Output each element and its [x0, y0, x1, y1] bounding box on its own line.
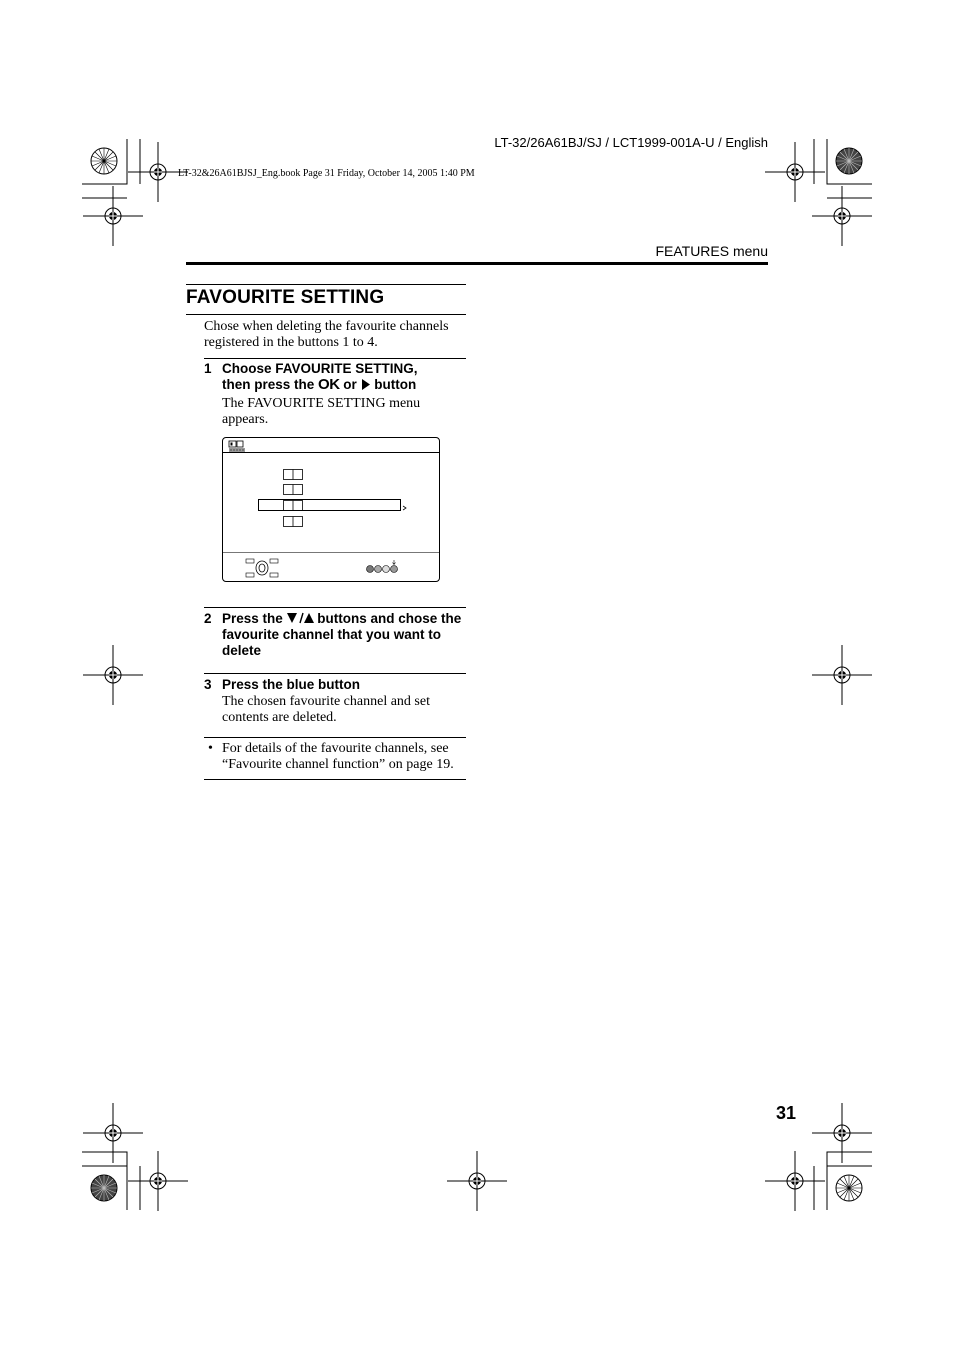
step-2-heading-text-b: buttons and chose the favourite channel that you want to delete [222, 611, 462, 658]
step-3-body: The chosen favourite channel and set contents are deleted. [222, 694, 430, 725]
down-up-arrows-icon [287, 612, 314, 624]
title-top-rule [186, 284, 466, 285]
features-menu-icon [228, 440, 246, 452]
step-3-number: 3 [204, 677, 212, 692]
model-line: LT-32/26A61BJ/SJ / LCT1999-001A-U / English [494, 135, 768, 150]
intro-text: Chose when deleting the favourite channels registered in the buttons 1 to 4. [204, 319, 449, 350]
right-arrow-icon [361, 379, 371, 390]
page-number: 31 [775, 1103, 796, 1123]
step-2-heading [222, 611, 466, 659]
book-info-line: LT-32&26A61BJSJ_Eng.book Page 31 Friday, October 14, 2005 1:40 PM [178, 168, 475, 179]
step-1-heading-line2 [222, 377, 466, 393]
small-arrow-icon [402, 505, 408, 511]
step-1-body: The FAVOURITE SETTING menu appears. [222, 396, 421, 427]
step-1-heading-line1: Choose FAVOURITE SETTING, [222, 361, 418, 376]
step-2-number: 2 [204, 611, 212, 626]
note-body: For details of the favourite channels, see “Favourite channel function” on page 19. [222, 741, 454, 772]
menu-header-divider [223, 452, 439, 453]
favourite-slot-2-icon [283, 484, 303, 495]
menu-footer-divider [223, 552, 439, 553]
favourite-slot-4-icon [283, 516, 303, 527]
title-bottom-rule [186, 314, 466, 315]
step2-rule [204, 607, 466, 608]
step3-rule [204, 673, 466, 674]
ok-button-icon: OK [318, 376, 340, 393]
navigation-pad-icon [245, 557, 279, 579]
note-top-rule [204, 737, 466, 738]
note-bullet: • [208, 741, 213, 756]
note-bottom-rule [204, 779, 466, 780]
step-3-heading: Press the blue button [222, 677, 361, 692]
favourite-slot-1-icon [283, 469, 303, 480]
step-1-heading-text-a: then press the [222, 377, 319, 392]
step-1-heading-text-b: or [339, 377, 361, 392]
step-1-heading-text-c: button [370, 377, 417, 392]
step-1-heading [222, 361, 466, 393]
step-1-number: 1 [204, 361, 212, 376]
step-2-heading-text-a: Press the [222, 611, 287, 626]
note-text [208, 741, 468, 773]
favourite-setting-menu-illustration [222, 437, 440, 582]
selected-favourite-highlight [258, 499, 401, 511]
page-title: FAVOURITE SETTING [186, 287, 385, 308]
section-rule [186, 262, 768, 265]
color-buttons-icon [365, 559, 405, 575]
step1-rule [204, 358, 466, 359]
section-label: FEATURES menu [655, 243, 768, 259]
favourite-slot-3-icon [283, 500, 303, 511]
